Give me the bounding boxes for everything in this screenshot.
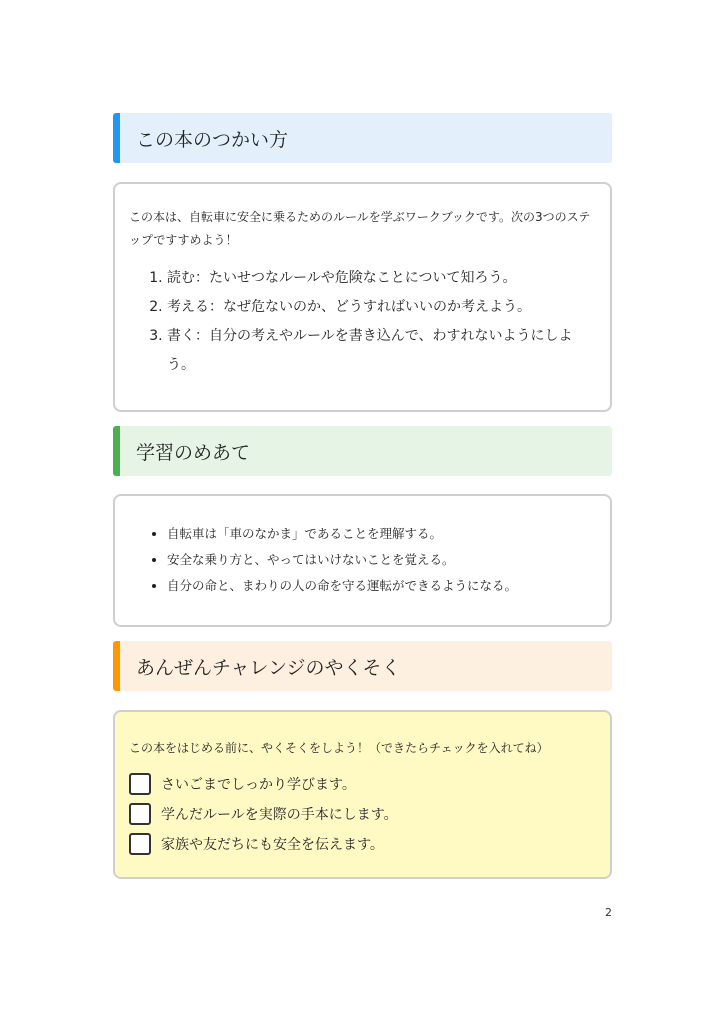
goals-list — [115, 521, 596, 599]
promise-check-row[interactable] — [129, 773, 356, 795]
usage-card — [113, 182, 612, 412]
promise-check-row[interactable] — [129, 803, 398, 825]
checkbox[interactable] — [129, 833, 151, 855]
checkbox[interactable] — [129, 773, 151, 795]
goal-item: • 自分の命と、まわりの人の命を守る運転ができるようになる。 — [167, 573, 596, 599]
checkbox[interactable] — [129, 803, 151, 825]
step-item: 1. 読む：たいせつなルールや危険なことについて知ろう。 — [167, 264, 594, 293]
goals-card — [113, 494, 612, 627]
steps-list — [115, 264, 594, 380]
step-item: 3. 書く：自分の考えやルールを書き込んで、わすれないようにしよう。 — [167, 322, 594, 380]
section-header-promise — [113, 641, 612, 691]
usage-intro: この本は、自転車に安全に乗るためのルールを学ぶワークブックです。次の3つのステップですすめよう！ — [129, 210, 591, 247]
promise-intro: この本をはじめる前に、やくそくをしよう！（できたらチェックを入れてね） — [129, 741, 549, 755]
promise-check-row[interactable] — [129, 833, 384, 855]
promise-check-label: 学んだルールを実際の手本にします。 — [161, 807, 398, 823]
section-title-goals: 学習のめあて — [136, 441, 251, 464]
promise-check-label: 家族や友だちにも安全を伝えます。 — [161, 837, 384, 853]
goal-item: • 安全な乗り方と、やってはいけないことを覚える。 — [167, 547, 596, 573]
section-title-usage: この本のつかい方 — [136, 128, 289, 151]
page-number: 2 — [605, 906, 612, 919]
step-item: 2. 考える：なぜ危ないのか、どうすればいいのか考えよう。 — [167, 293, 594, 322]
promise-check-label: さいごまでしっかり学びます。 — [161, 777, 356, 793]
section-header-goals — [113, 426, 612, 476]
section-header-usage — [113, 113, 612, 163]
promise-card — [113, 710, 612, 879]
goal-item: • 自転車は「車のなかま」であることを理解する。 — [167, 521, 596, 547]
section-title-promise: あんぜんチャレンジのやくそく — [136, 656, 401, 679]
